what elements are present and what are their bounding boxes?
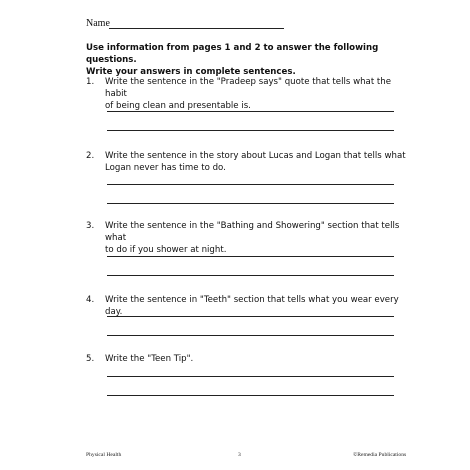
answer-line[interactable] (107, 111, 394, 112)
question-text (105, 294, 410, 318)
question-number: 5. (86, 354, 95, 364)
answer-line[interactable] (107, 275, 394, 276)
page-number: 3 (238, 452, 241, 458)
footer-publisher: ©Remedia Publications (353, 452, 407, 458)
instructions (86, 42, 406, 78)
question-number: 1. (86, 77, 95, 87)
name-line[interactable] (109, 28, 284, 29)
question-text-line-2: Logan never has time to do. (105, 163, 226, 173)
question-text-line-1: Write the sentence in the "Bathing and Showering" section that tells what (105, 221, 400, 243)
instructions-line-1: Use information from pages 1 and 2 to answer the following questions. (86, 43, 379, 65)
question-number: 4. (86, 295, 95, 305)
name-label: Name (86, 18, 110, 29)
answer-line[interactable] (107, 184, 394, 185)
question-text-line-1: Write the sentence in "Teeth" section that tells what you wear every day. (105, 295, 399, 317)
question-number: 2. (86, 151, 95, 161)
question-text-line-2: of being clean and presentable is. (105, 101, 251, 111)
question-text-line-1: Write the "Teen Tip". (105, 354, 194, 364)
footer-title: Physical Health (86, 452, 122, 458)
question-text-line-1: Write the sentence in the story about Lucas and Logan that tells what (105, 151, 406, 161)
answer-line[interactable] (107, 335, 394, 336)
question-text (105, 353, 410, 365)
answer-line[interactable] (107, 130, 394, 131)
question-text (105, 76, 410, 112)
question-text-line-2: to do if you shower at night. (105, 245, 227, 255)
instructions-line-2: Write your answers in complete sentences. (86, 67, 296, 77)
question-text-line-1: Write the sentence in the "Pradeep says" quote that tells what the habit (105, 77, 392, 99)
question-text (105, 150, 410, 174)
name-field[interactable] (86, 16, 286, 32)
answer-line[interactable] (107, 203, 394, 204)
question-number: 3. (86, 221, 95, 231)
question-text (105, 220, 410, 256)
answer-line[interactable] (107, 316, 394, 317)
answer-line[interactable] (107, 256, 394, 257)
answer-line[interactable] (107, 376, 394, 377)
answer-line[interactable] (107, 395, 394, 396)
